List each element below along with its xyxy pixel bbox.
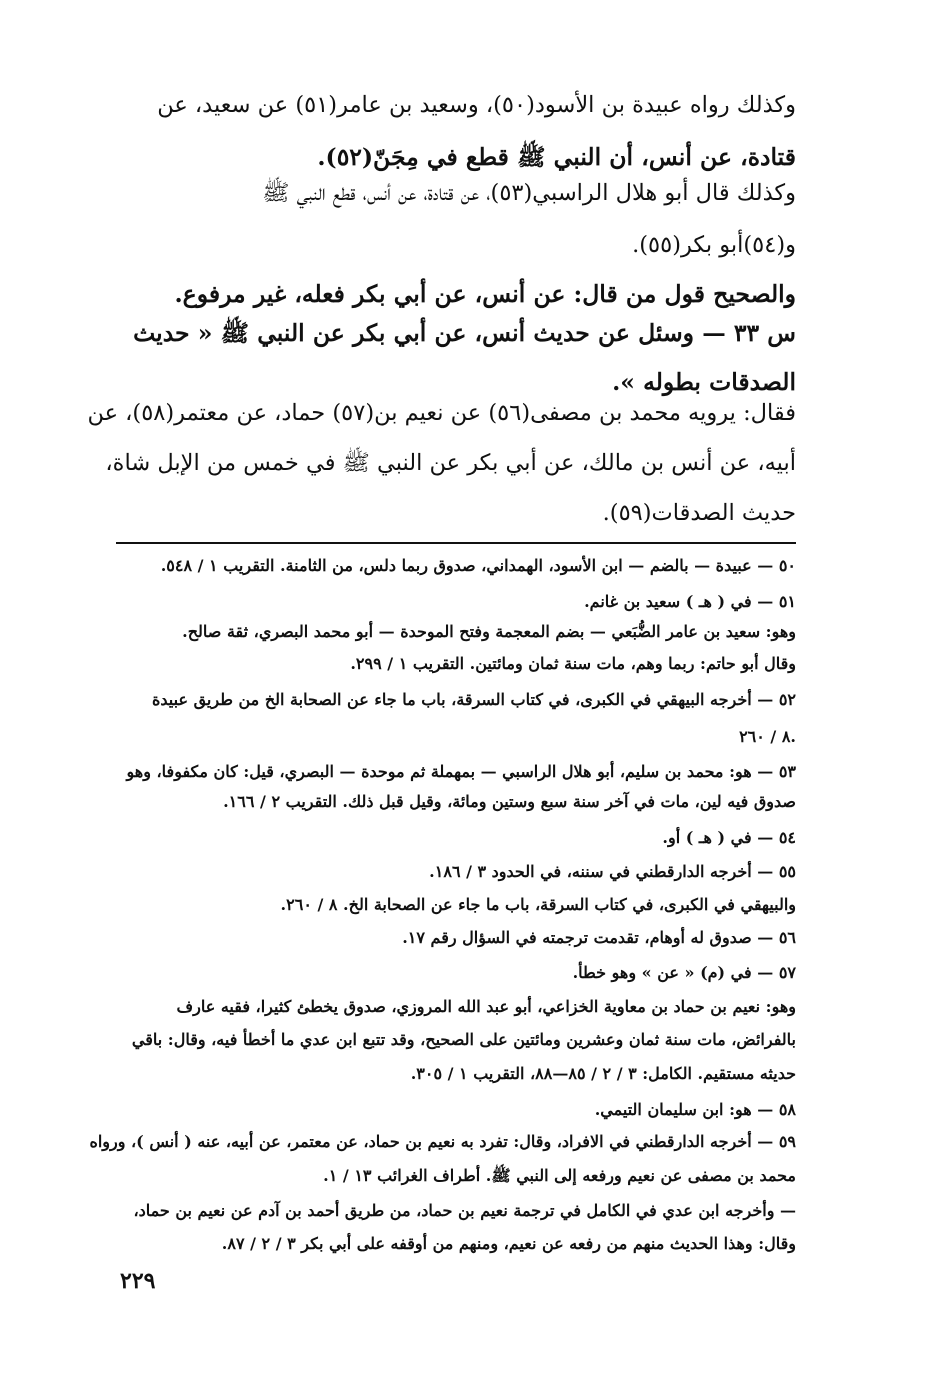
footnote-line: ٥٢ — أخرجه البيهقي في الكبرى، في كتاب السرقة، باب ما جاء عن الصحابة الخ من طريق عبيدة: [152, 690, 796, 709]
footnote-line: وهو: سعيد بن عامر الضُّبَعي — بضم المعجمة وفتح الموحدة — أبو محمد البصري، ثقة صالح.: [182, 622, 796, 641]
footnote-line: وهو: نعيم بن حماد بن معاوية الخزاعي، أبو عبد الله المروزي، صدوق يخطئ كثيرا، فقيه عارف: [176, 997, 796, 1016]
footnote-line: ٥٧ — في (م) « عن » وهو خطأ.: [572, 963, 796, 982]
footnote-line: — وأخرجه ابن عدي في الكامل في ترجمة نعيم بن حماد، من طريق أحمد بن آدم عن نعيم بن حماد،: [133, 1201, 796, 1220]
footnote-line: ٥٣ — هو: محمد بن سليم، أبو هلال الراسبي — بمهملة ثم موحدة — البصري، قيل: كان مكفوفا، وهو: [126, 762, 796, 781]
footnote-line: والبيهقي في الكبرى، في كتاب السرقة، باب ما جاء عن الصحابة الخ. ٨ / ٢٦٠.: [280, 895, 796, 914]
footnote-line: بالفرائض، مات سنة ثمان وعشرين ومائتين على الصحيح، وقد تتبع ابن عدي ما أخطأ فيه، وقال: باقي: [131, 1030, 796, 1049]
main-text-line-3: وكذلك قال أبو هلال الراسبي(٥٣)، عن قتادة، عن أنس، قطع النبي ﷺ: [262, 180, 796, 206]
main-text-line-2: قتادة، عن أنس، أن النبي ﷺ قطع في مِجَنّ(٥٢).: [317, 143, 796, 171]
main-text-line-8: فقال: يرويه محمد بن مصفى(٥٦) عن نعيم بن(٥٧) حماد، عن معتمر(٥٨)، عن: [87, 400, 796, 426]
main-text-line-1: وكذلك رواه عبيدة بن الأسود(٥٠)، وسعيد بن عامر(٥١) عن سعيد، عن: [157, 92, 796, 118]
footnote-line: ٥٩ — أخرجه الدارقطني في الافراد، وقال: تفرد به نعيم بن حماد، عن معتمر، عن أبيه، عنه ( أنس )، ورواه: [89, 1132, 796, 1151]
main-text-line-4: و(٥٤)أبو بكر(٥٥).: [632, 232, 796, 258]
footnote-line: وقال: وهذا الحديث منهم من رفعه عن نعيم، ومنهم من أوقفه على أبي بكر ٣ / ٢ / ٨٧.: [221, 1234, 796, 1253]
footnote-line: حديثه مستقيم. الكامل: ٣ / ٢ / ٨٥—٨٨، التقريب ١ / ٣٠٥.: [410, 1064, 796, 1083]
footnote-line: ٥٨ — هو: ابن سليمان التيمي.: [594, 1100, 796, 1119]
page-number: ٢٢٩: [120, 1268, 156, 1294]
footnote-line: صدوق فيه لين، مات في آخر سنة سبع وستين ومائة، وقيل قبل ذلك. التقريب ٢ / ١٦٦.: [223, 792, 796, 811]
main-text-line-9: أبيه، عن أنس بن مالك، عن أبي بكر عن النبي ﷺ في خمس من الإبل شاة،: [105, 450, 796, 476]
footnote-line: ٥٦ — صدوق له أوهام، تقدمت ترجمته في السؤال رقم ١٧.: [402, 928, 796, 947]
question-heading: س ٣٣ — وسئل عن حديث أنس، عن أبي بكر عن النبي ﷺ « حديث: [133, 319, 796, 347]
footnote-line: ٥١ — في ( هـ ) سعيد بن غانم.: [584, 592, 796, 611]
footnote-separator: [116, 542, 796, 544]
footnote-line: ٥٠ — عبيدة — بالضم — ابن الأسود، الهمداني، صدوق ربما دلس، من الثامنة. التقريب ١ / ٥٤٨.: [160, 556, 796, 575]
footnote-line: محمد بن مصفى عن نعيم ورفعه إلى النبي ﷺ. أطراف الغرائب ١٣ / ١.: [323, 1166, 796, 1185]
main-text-line-10: حديث الصدقات(٥٩).: [602, 500, 796, 526]
footnote-line: ٥٥ — أخرجه الدارقطني في سننه، في الحدود ٣ / ١٨٦.: [429, 862, 796, 881]
question-heading-cont: الصدقات بطوله ».: [612, 368, 796, 396]
main-text-line-5: والصحيح قول من قال: عن أنس، عن أبي بكر فعله، غير مرفوع.: [174, 280, 796, 308]
footnote-line: وقال أبو حاتم: ربما وهم، مات سنة ثمان ومائتين. التقريب ١ / ٢٩٩.: [350, 654, 796, 673]
footnote-line: ٨ / ٢٦٠.: [739, 727, 796, 746]
footnote-line: ٥٤ — في ( هـ ) أو.: [662, 828, 796, 847]
